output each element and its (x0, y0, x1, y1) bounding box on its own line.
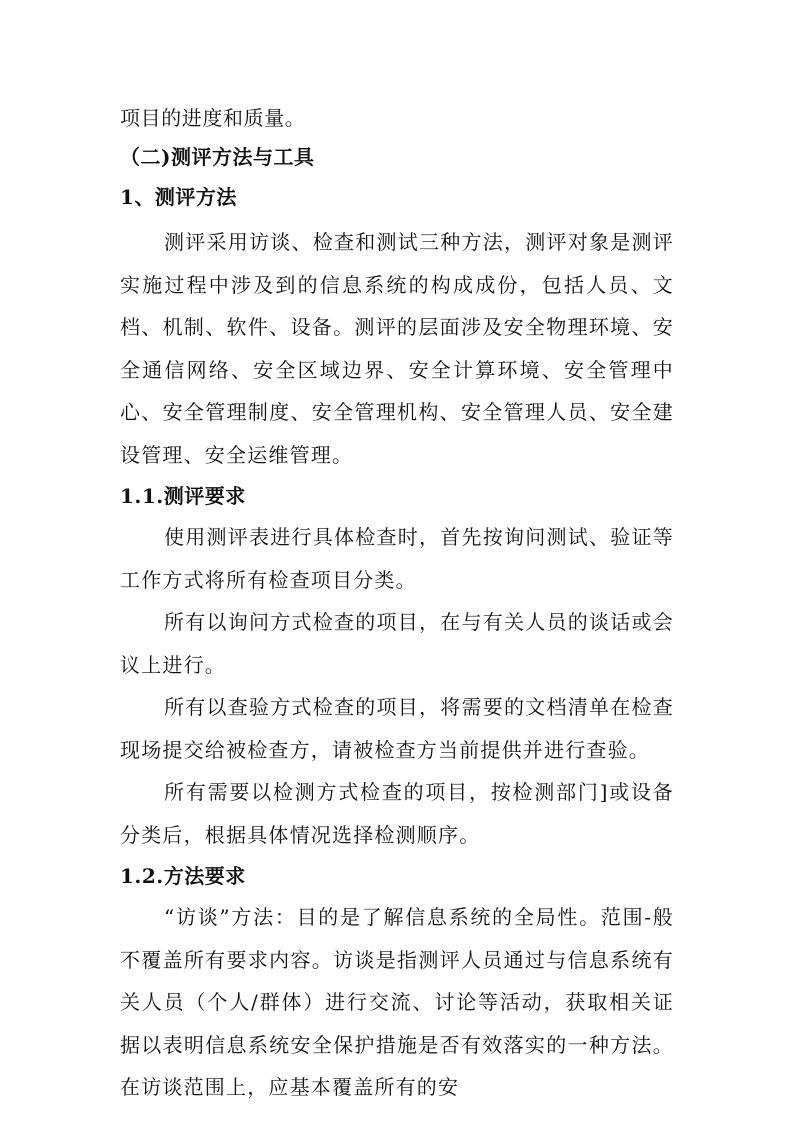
subsection-heading-1: 1、测评方法 (120, 185, 237, 209)
lead-line: 项目的进度和质量。 (120, 106, 306, 130)
paragraph-interview-method: “访谈”方法：目的是了解信息系统的全局性。范围-般不覆盖所有要求内容。访谈是指测评人员通过与信息系统有关人员（个人/群体）进行交流、讨论等活动，获取相关证据以表明信息系统安全保护措施是否有效落实的一种方法。在访谈范围上，应基本覆盖所有的安 (120, 905, 674, 1099)
paragraph-methods: 测评采用访谈、检查和测试三种方法，测评对象是测评实施过程中涉及到的信息系统的构成成份，包括人员、文档、机制、软件、设备。测评的层面涉及安全物理环境、安全通信网络、安全区域边界、安全计算环境、安全管理中心、安全管理制度、安全管理机构、安全管理人员、安全建设管理、安全运维管理。 (120, 230, 674, 467)
subsection-heading-1-2: 1.2.方法要求 (120, 864, 246, 888)
document-page (120, 100, 674, 1109)
paragraph: 使用测评表进行具体检查时，首先按询问测试、验证等工作方式将所有检查项目分类。 (120, 525, 674, 592)
paragraph: 所有以询问方式检查的项目，在与有关人员的谈话或会议上进行。 (120, 610, 674, 677)
section-heading: （二)测评方法与工具 (120, 145, 315, 169)
subsection-heading-1-1: 1.1.测评要求 (120, 484, 246, 508)
paragraph: 所有需要以检测方式检查的项目，按检测部门]或设备分类后，根据具体情况选择检测顺序。 (120, 780, 674, 847)
paragraph: 所有以查验方式检查的项目，将需要的文档清单在检查现场提交给被检查方，请被检查方当前提供并进行查验。 (120, 695, 674, 762)
